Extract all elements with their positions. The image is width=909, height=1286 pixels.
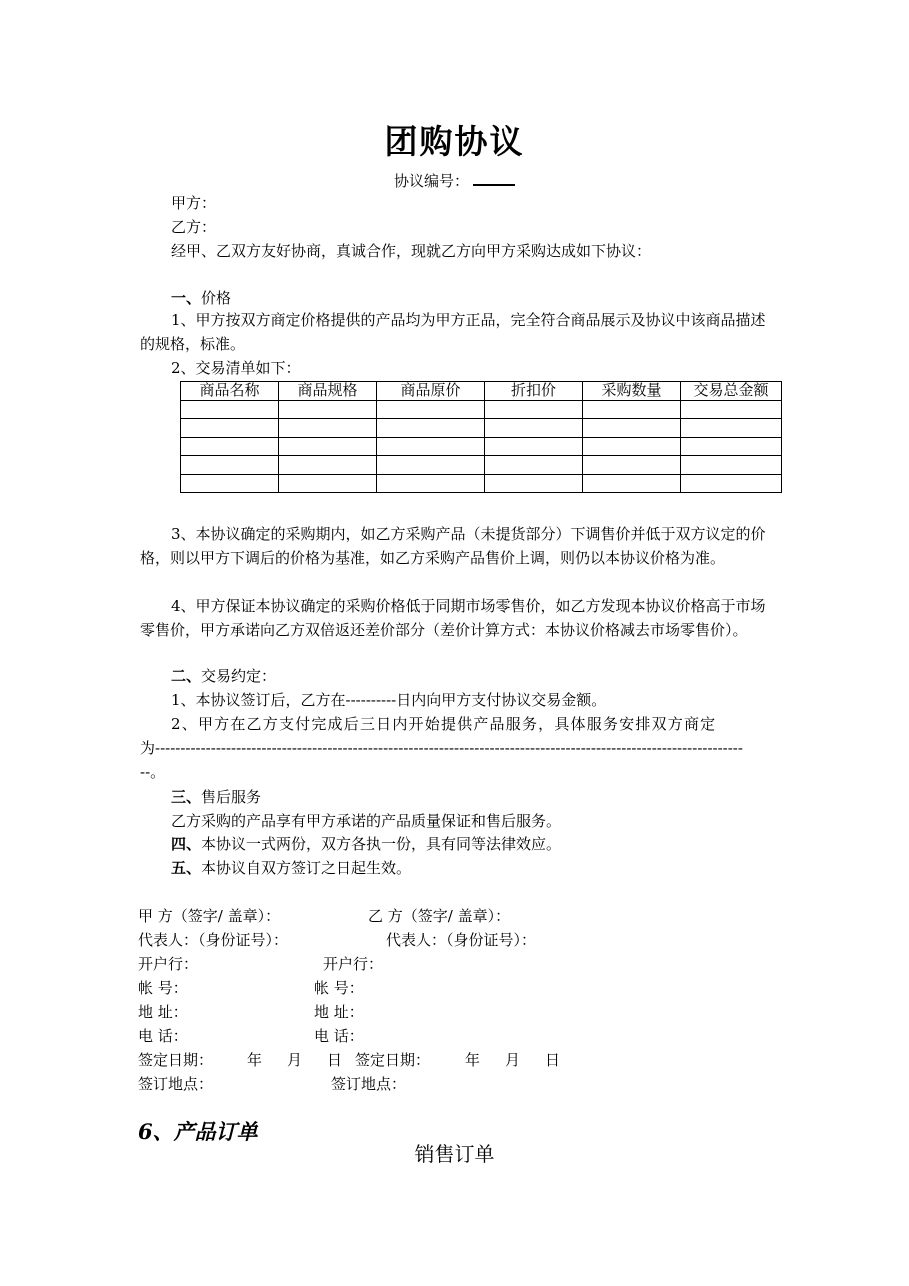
- party-a-signature: 甲 方（签字/ 盖章）：: [138, 907, 281, 925]
- section1-clause4: 4、甲方保证本协议确定的采购价格低于同期市场零售价，如乙方发现本协议价格高于市场零售价，甲方承诺向乙方双倍返还差价部分（差价计算方式：本协议价格减去市场零售价）。: [140, 597, 766, 639]
- table-cell[interactable]: [485, 474, 583, 493]
- table-cell[interactable]: [181, 419, 279, 438]
- table-row: [181, 474, 782, 493]
- section5-heading-num: 五、: [171, 859, 202, 877]
- table-cell[interactable]: [181, 400, 279, 419]
- party-b-phone: 电 话：: [314, 1027, 364, 1045]
- party-b-date-year: 年: [465, 1051, 481, 1069]
- party-a-phone: 电 话：: [138, 1027, 188, 1045]
- sales-order-title: 销售订单: [414, 1142, 495, 1166]
- table-cell[interactable]: [681, 474, 782, 493]
- section2-clause2-line3: --。: [140, 763, 166, 781]
- table-cell[interactable]: [485, 400, 583, 419]
- table-cell[interactable]: [485, 437, 583, 456]
- party-a-date-year: 年: [247, 1051, 263, 1069]
- table-header-cell: 折扣价: [485, 382, 583, 401]
- table-cell[interactable]: [279, 437, 377, 456]
- party-a-date-month: 月: [287, 1051, 303, 1069]
- party-a-address: 地 址：: [138, 1003, 188, 1021]
- table-header-cell: 商品名称: [181, 382, 279, 401]
- table-cell[interactable]: [681, 400, 782, 419]
- party-a-date-day: 日: [327, 1051, 343, 1069]
- table-cell[interactable]: [377, 474, 485, 493]
- section1-heading: [171, 288, 231, 308]
- table-cell[interactable]: [681, 456, 782, 475]
- table-row: [181, 437, 782, 456]
- party-a-bank: 开户行：: [138, 955, 199, 973]
- table-cell[interactable]: [377, 437, 485, 456]
- section2-clause2-line1: 2、甲方在乙方支付完成后三日内开始提供产品服务，具体服务安排双方商定: [171, 715, 717, 733]
- table-cell[interactable]: [377, 456, 485, 475]
- party-a-date-label: 签定日期：: [138, 1051, 214, 1069]
- agreement-number-label: 协议编号：: [393, 172, 469, 190]
- party-b-date-label: 签定日期：: [355, 1051, 431, 1069]
- party-a-place: 签订地点：: [138, 1075, 214, 1093]
- section1-heading-text: 价格: [201, 289, 232, 307]
- document-title: 团购协议: [384, 122, 525, 161]
- table-row: [181, 419, 782, 438]
- table-row: [181, 456, 782, 475]
- section2-heading: [171, 666, 276, 686]
- section3-heading-text: 售后服务: [201, 788, 262, 806]
- table-cell[interactable]: [583, 400, 681, 419]
- agreement-number: [0, 170, 909, 191]
- party-b-line: 乙方：: [171, 218, 217, 236]
- table-cell[interactable]: [583, 474, 681, 493]
- party-b-representative: 代表人：（身份证号）：: [386, 931, 537, 949]
- section3-heading: [171, 787, 261, 807]
- section6-heading: 6、产品订单: [138, 1119, 258, 1144]
- section4-heading-num: 四、: [171, 835, 202, 853]
- table-cell[interactable]: [583, 437, 681, 456]
- table-header-cell: 采购数量: [583, 382, 681, 401]
- section1-clause2: 2、交易清单如下：: [171, 359, 301, 377]
- agreement-number-blank: [473, 170, 515, 186]
- table-cell[interactable]: [485, 419, 583, 438]
- party-a-account: 帐 号：: [138, 979, 188, 997]
- party-b-address: 地 址：: [314, 1003, 364, 1021]
- section1-clause1: 1、甲方按双方商定价格提供的产品均为甲方正品，完全符合商品展示及协议中该商品描述的规格，标准。: [140, 311, 766, 353]
- section1-heading-num: 一、: [171, 289, 202, 307]
- table-cell[interactable]: [279, 456, 377, 475]
- party-b-place: 签订地点：: [331, 1075, 407, 1093]
- section2-heading-num: 二、: [171, 667, 202, 685]
- party-b-bank: 开户行：: [323, 955, 384, 973]
- table-cell[interactable]: [181, 456, 279, 475]
- party-a-line: 甲方：: [171, 194, 217, 212]
- table-cell[interactable]: [181, 474, 279, 493]
- party-b-date-month: 月: [505, 1051, 521, 1069]
- party-a-representative: 代表人：（身份证号）：: [138, 931, 289, 949]
- section5-line: [171, 858, 411, 878]
- section4-line: [171, 834, 561, 854]
- intro-text: 经甲、乙双方友好协商，真诚合作，现就乙方向甲方采购达成如下协议：: [171, 242, 652, 260]
- party-b-date-day: 日: [545, 1051, 561, 1069]
- table-cell[interactable]: [485, 456, 583, 475]
- table-header-row: [181, 382, 782, 401]
- table-row: [181, 400, 782, 419]
- table-cell[interactable]: [377, 419, 485, 438]
- section2-heading-text: 交易约定：: [201, 667, 277, 685]
- section2-clause1: 1、本协议签订后，乙方在----------日内向甲方支付协议交易金额。: [171, 691, 607, 709]
- table-cell[interactable]: [583, 419, 681, 438]
- table-cell[interactable]: [681, 437, 782, 456]
- table-header-cell: 商品规格: [279, 382, 377, 401]
- table-cell[interactable]: [279, 419, 377, 438]
- table-cell[interactable]: [279, 474, 377, 493]
- section5-text: 本协议自双方签订之日起生效。: [201, 859, 412, 877]
- section4-text: 本协议一式两份，双方各执一份，具有同等法律效应。: [201, 835, 562, 853]
- section2-clause2-line2: 为--------------------------------------------------------------------------------------------------------------------: [140, 739, 743, 757]
- section3-heading-num: 三、: [171, 788, 202, 806]
- table-cell[interactable]: [377, 400, 485, 419]
- table-header-cell: 商品原价: [377, 382, 485, 401]
- table-cell[interactable]: [583, 456, 681, 475]
- table-cell[interactable]: [279, 400, 377, 419]
- party-b-account: 帐 号：: [314, 979, 364, 997]
- section3-text: 乙方采购的产品享有甲方承诺的产品质量保证和售后服务。: [171, 812, 562, 830]
- trade-list-table: [180, 381, 782, 493]
- table-header-cell: 交易总金额: [681, 382, 782, 401]
- table-cell[interactable]: [681, 419, 782, 438]
- section1-clause3: 3、本协议确定的采购期内，如乙方采购产品（未提货部分）下调售价并低于双方议定的价格，则以甲方下调后的价格为基准，如乙方采购产品售价上调，则仍以本协议价格为准。: [140, 525, 766, 567]
- table-cell[interactable]: [181, 437, 279, 456]
- party-b-signature: 乙 方（签字/ 盖章）：: [368, 907, 511, 925]
